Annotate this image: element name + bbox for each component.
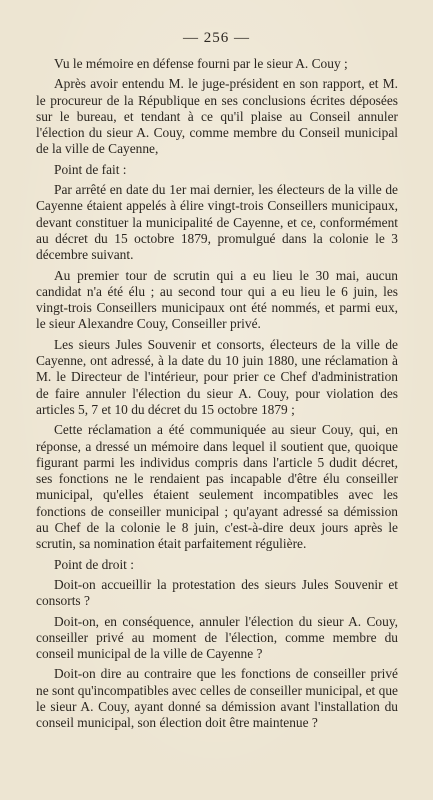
heading-point-de-fait: Point de fait : (54, 161, 127, 177)
page-number: — 256 — (183, 30, 250, 46)
heading-point-de-droit: Point de droit : (54, 556, 134, 572)
paragraph-question-accueillir: Doit-on accueillir la protestation des sieurs Jules Souvenir et consorts ? (36, 576, 398, 609)
paragraph-communication: Cette réclamation a été communiquée au sieur Couy, qui, en réponse, a dressé un mémoire dans lequel il soutient que, quoique figurant parmi les individus compris dans l'article 5 dudit décret, ses fonctions ne le rendaient pas incapable d'être élu conseiller municipal, qu'elles étaient seulement incompatibles avec les fonctions de conseiller municipal ; qu'ayant adressé sa démission au Chef de la colonie le 8 juin, c'est-à-dire deux jours après le scrutin, sa nomination était parfaitement régulière. (36, 422, 398, 552)
paragraph-reclamation: Les sieurs Jules Souvenir et consorts, électeurs de la ville de Cayenne, ont adressé, à la date du 10 juin 1880, une réclamation à M. le Directeur de l'intérieur, pour prier ce Chef d'administration de faire annuler l'élection du sieur A. Couy, pour violation des articles 5, 7 et 10 du décret du 15 octobre 1879 ; (36, 336, 398, 417)
paragraph-question-annuler: Doit-on, en conséquence, annuler l'élection du sieur A. Couy, conseiller privé au moment de l'élection, comme membre du conseil municipal de la ville de Cayenne ? (36, 613, 398, 662)
paragraph-arrete: Par arrêté en date du 1er mai dernier, les électeurs de la ville de Cayenne étaient appelés à élire vingt-trois Conseillers municipaux, devant constituer la municipalité de Cayenne, et ce, conformément au décret du 15 octobre 1879, promulgué dans la colonie le 3 décembre suivant. (36, 182, 398, 263)
paragraph-question-maintenir: Doit-on dire au contraire que les fonctions de conseiller privé ne sont qu'incompatibles avec celles de conseiller municipal, et que le sieur A. Couy, ayant donné sa démission avant l'installation du conseil municipal, son élection doit être maintenue ? (36, 666, 398, 731)
paragraph-premier-tour: Au premier tour de scrutin qui a eu lieu le 30 mai, aucun candidat n'a été élu ; au second tour qui a eu lieu le 6 juin, les vingt-trois Conseillers municipaux ont été nommés, et parmi eux, le sieur Alexandre Couy, Conseiller privé. (36, 267, 398, 332)
paragraph-apres-avoir-entendu: Après avoir entendu M. le juge-président en son rapport, et M. le procureur de la République en ses conclusions écrites déposées sur le bureau, et tendant à ce qu'il plaise au Conseil annuler l'élection du sieur A. Couy, comme membre du Conseil municipal de la ville de Cayenne, (36, 76, 398, 157)
paragraph-vu-le-memoire: Vu le mémoire en défense fourni par le sieur A. Couy ; (54, 56, 348, 71)
document-body (36, 56, 398, 736)
